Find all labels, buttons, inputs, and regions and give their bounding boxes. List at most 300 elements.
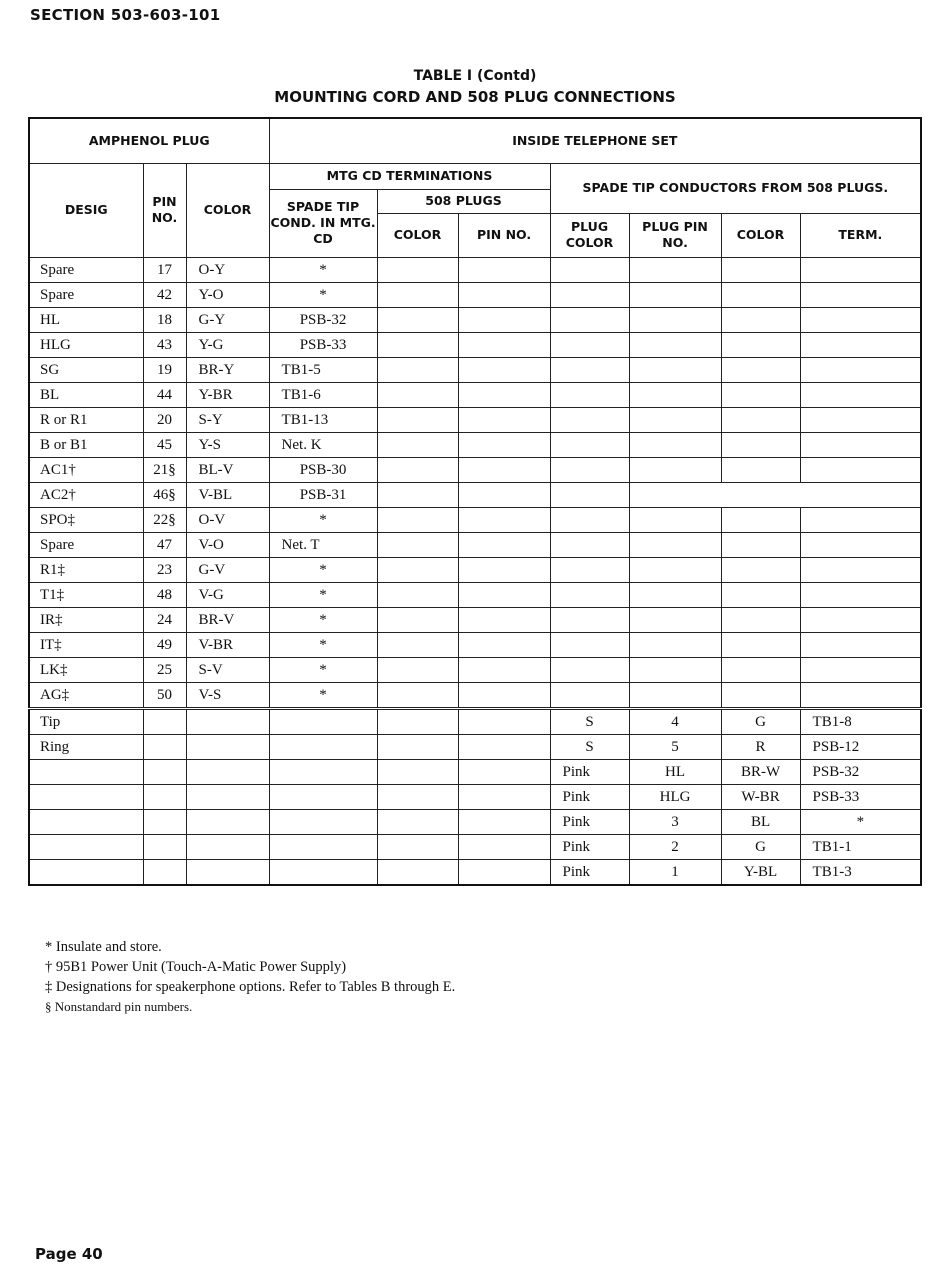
cell [800,482,921,507]
pin-cell: 23 [143,557,186,582]
cell [800,332,921,357]
cell [629,332,721,357]
color-cell: V-O [186,532,269,557]
cell [377,407,458,432]
desig-cell: IR‡ [29,607,143,632]
spade-cell: * [269,632,377,657]
plug-pin-cell: 3 [629,809,721,834]
cell [550,482,629,507]
pin-cell: 47 [143,532,186,557]
plug-pin-no-header: PLUG PIN NO. [629,213,721,257]
plug-color-cell: S [550,734,629,759]
cell [629,607,721,632]
table-row [29,708,921,734]
section-header: SECTION 503-603-101 [30,6,221,24]
color-cell: Y-BR [186,382,269,407]
cell [458,457,550,482]
cell [800,682,921,708]
table-row [29,809,921,834]
cell [458,734,550,759]
spade-color-header: COLOR [721,213,800,257]
table-row [29,382,921,407]
cell [143,809,186,834]
pin-no-header: PIN NO. [143,163,186,257]
cell [550,257,629,282]
cell [550,632,629,657]
cell [550,682,629,708]
cell [721,332,800,357]
color-cell: W-BR [721,784,800,809]
cell [721,607,800,632]
cell [629,632,721,657]
spade-cell: PSB-30 [269,457,377,482]
color-cell: Y-S [186,432,269,457]
cell [800,357,921,382]
term-header: TERM. [800,213,921,257]
color-cell: Y-O [186,282,269,307]
cell [550,307,629,332]
color-cell: R [721,734,800,759]
plug-pin-cell: 4 [629,708,721,734]
spade-cell: * [269,682,377,708]
spade-cell: PSB-32 [269,307,377,332]
cell [800,457,921,482]
cell [377,859,458,885]
cell [458,859,550,885]
cell [629,257,721,282]
cell [458,382,550,407]
cell [377,632,458,657]
term-cell: PSB-33 [800,784,921,809]
term-cell: TB1-8 [800,708,921,734]
footnote-insulate: * Insulate and store. [45,939,162,955]
plug-pin-cell: HL [629,759,721,784]
cell [629,432,721,457]
508-color-header: COLOR [377,213,458,257]
cell [458,357,550,382]
desig-cell: HLG [29,332,143,357]
table-row [29,859,921,885]
cell [721,532,800,557]
cell [458,307,550,332]
cell [458,332,550,357]
cell [721,557,800,582]
table-row [29,332,921,357]
cell [186,759,269,784]
table-row [29,657,921,682]
color-cell: S-Y [186,407,269,432]
plug-pin-cell: 2 [629,834,721,859]
cell [377,784,458,809]
cell [721,632,800,657]
pin-cell: 25 [143,657,186,682]
color-cell: G-Y [186,307,269,332]
cell [377,759,458,784]
cell [269,809,377,834]
table-row [29,407,921,432]
cell [186,784,269,809]
desig-cell: R or R1 [29,407,143,432]
table-row [29,432,921,457]
cell [629,532,721,557]
cell [143,834,186,859]
cell [550,407,629,432]
cell [629,307,721,332]
desig-cell: AG‡ [29,682,143,708]
pin-cell: 24 [143,607,186,632]
plug-color-cell: Pink [550,834,629,859]
cell [800,582,921,607]
spade-cell: TB1-5 [269,357,377,382]
table-row [29,834,921,859]
cell [377,582,458,607]
table-subtitle: MOUNTING CORD AND 508 PLUG CONNECTIONS [274,88,676,106]
table-row [29,532,921,557]
plug-color-cell: Pink [550,859,629,885]
desig-cell: Ring [29,734,143,759]
cell [458,432,550,457]
table-row [29,784,921,809]
cell [269,834,377,859]
spade-cell: Net. T [269,532,377,557]
cell [629,357,721,382]
cell [377,382,458,407]
spade-cell: * [269,282,377,307]
cell [269,784,377,809]
desig-cell: LK‡ [29,657,143,682]
plug-color-cell: S [550,708,629,734]
table-body [29,257,921,885]
508-plugs-header: 508 PLUGS [377,189,550,213]
cell [800,382,921,407]
spade-cell: * [269,257,377,282]
table-row [29,682,921,708]
color-cell: BR-V [186,607,269,632]
color-cell: G-V [186,557,269,582]
cell [458,809,550,834]
cell [377,357,458,382]
cell [800,507,921,532]
desig-cell [29,809,143,834]
desig-cell: IT‡ [29,632,143,657]
amphenol-plug-header: AMPHENOL PLUG [29,118,269,163]
spade-tip-conductors-header: SPADE TIP CONDUCTORS FROM 508 PLUGS. [550,163,921,213]
cell [458,632,550,657]
cell [458,657,550,682]
plug-pin-cell: 1 [629,859,721,885]
cell [186,859,269,885]
cell [550,382,629,407]
table-row [29,759,921,784]
cell [550,657,629,682]
cell [550,282,629,307]
cell [377,809,458,834]
cell [458,607,550,632]
desig-cell: SG [29,357,143,382]
cell [721,582,800,607]
table-row [29,282,921,307]
desig-cell: BL [29,382,143,407]
pin-cell: 21§ [143,457,186,482]
cell [629,582,721,607]
cell [269,708,377,734]
table-row [29,457,921,482]
spade-cell: PSB-31 [269,482,377,507]
cell [458,582,550,607]
cell [377,682,458,708]
cell [143,784,186,809]
pin-cell: 42 [143,282,186,307]
cell [800,407,921,432]
cell [800,432,921,457]
cell [377,708,458,734]
pin-cell: 45 [143,432,186,457]
cell [458,507,550,532]
pin-cell: 46§ [143,482,186,507]
cell [721,482,800,507]
desig-cell: SPO‡ [29,507,143,532]
cell [143,859,186,885]
cell [458,708,550,734]
mtg-cd-terminations-header: MTG CD TERMINATIONS [269,163,550,189]
cell [629,382,721,407]
cell [629,657,721,682]
pin-cell: 18 [143,307,186,332]
desig-cell: Spare [29,257,143,282]
pin-cell: 43 [143,332,186,357]
cell [186,809,269,834]
color-cell: BL [721,809,800,834]
term-cell: TB1-1 [800,834,921,859]
cell [377,482,458,507]
table-row [29,307,921,332]
desig-header: DESIG [29,163,143,257]
footnote-nonstandard: § Nonstandard pin numbers. [45,999,193,1014]
cell [800,632,921,657]
color-cell: V-S [186,682,269,708]
table-row [29,482,921,507]
spade-cell: * [269,582,377,607]
color-header: COLOR [186,163,269,257]
cell [458,257,550,282]
desig-cell: R1‡ [29,557,143,582]
table-row [29,582,921,607]
cell [800,282,921,307]
spade-tip-cond-header: SPADE TIP COND. IN MTG. CD [269,189,377,257]
spade-cell: * [269,657,377,682]
desig-cell [29,834,143,859]
pin-cell: 19 [143,357,186,382]
cell [143,734,186,759]
cell [186,708,269,734]
cell [550,332,629,357]
cell [143,759,186,784]
cell [629,407,721,432]
spade-cell: * [269,507,377,532]
footnote-speakerphone: ‡ Designations for speakerphone options. Refer to Tables B through E. [45,979,456,995]
cell [721,282,800,307]
footnote-power-unit: † 95B1 Power Unit (Touch-A-Matic Power Supply) [45,959,347,975]
cell [721,257,800,282]
color-cell: G [721,708,800,734]
table-row [29,607,921,632]
spade-cell: TB1-6 [269,382,377,407]
cell [721,682,800,708]
table-row [29,734,921,759]
spade-cell: Net. K [269,432,377,457]
color-cell: O-Y [186,257,269,282]
cell [377,282,458,307]
cell [629,557,721,582]
color-cell: BR-Y [186,357,269,382]
cell [377,607,458,632]
desig-cell: T1‡ [29,582,143,607]
cell [550,432,629,457]
page-number: Page 40 [35,1245,103,1263]
inside-telephone-set-header: INSIDE TELEPHONE SET [269,118,921,163]
cell [550,507,629,532]
plug-color-cell: Pink [550,759,629,784]
plug-color-header: PLUG COLOR [550,213,629,257]
cell [800,532,921,557]
cell [800,307,921,332]
cell [458,682,550,708]
table-row [29,357,921,382]
cell [458,532,550,557]
plug-pin-cell: HLG [629,784,721,809]
cell [458,759,550,784]
cell [550,607,629,632]
cell [721,507,800,532]
footnotes [45,937,455,1017]
pin-cell: 44 [143,382,186,407]
desig-cell [29,759,143,784]
spade-cell: TB1-13 [269,407,377,432]
cell [458,834,550,859]
cell [550,457,629,482]
table-row [29,507,921,532]
cell [721,432,800,457]
cell [550,557,629,582]
color-cell: G [721,834,800,859]
cell [377,834,458,859]
cell [269,859,377,885]
term-cell: * [800,809,921,834]
pin-cell: 20 [143,407,186,432]
cell [269,759,377,784]
cell [800,607,921,632]
color-cell: BR-W [721,759,800,784]
table-row [29,257,921,282]
cell [721,457,800,482]
cell [721,382,800,407]
desig-cell: B or B1 [29,432,143,457]
cell [629,682,721,708]
cell [377,507,458,532]
cell [550,582,629,607]
cell [458,482,550,507]
cell [377,657,458,682]
color-cell: V-BL [186,482,269,507]
term-cell: PSB-12 [800,734,921,759]
cell [377,557,458,582]
cell [721,657,800,682]
cell [377,432,458,457]
cell [458,557,550,582]
pin-cell: 49 [143,632,186,657]
plug-pin-cell: 5 [629,734,721,759]
cell [186,834,269,859]
cell [377,457,458,482]
pin-cell: 48 [143,582,186,607]
color-cell: V-BR [186,632,269,657]
cell [800,257,921,282]
table-title: TABLE I (Contd) [413,68,537,84]
cell [629,282,721,307]
term-cell: TB1-3 [800,859,921,885]
cell [377,734,458,759]
desig-cell: HL [29,307,143,332]
cell [629,507,721,532]
desig-cell: AC1† [29,457,143,482]
table-row [29,557,921,582]
cell [377,332,458,357]
cell [629,482,721,507]
cell [377,532,458,557]
table-row [29,632,921,657]
cell [800,557,921,582]
cell [629,457,721,482]
color-cell: BL-V [186,457,269,482]
desig-cell [29,784,143,809]
connections-table [28,117,922,886]
desig-cell: Spare [29,532,143,557]
desig-cell [29,859,143,885]
spade-cell: PSB-33 [269,332,377,357]
cell [550,532,629,557]
pin-cell: 50 [143,682,186,708]
cell [721,307,800,332]
plug-color-cell: Pink [550,809,629,834]
pin-cell: 22§ [143,507,186,532]
spade-cell: * [269,607,377,632]
cell [186,734,269,759]
color-cell: S-V [186,657,269,682]
cell [377,307,458,332]
cell [377,257,458,282]
cell [800,657,921,682]
cell [458,282,550,307]
table-header [29,118,921,257]
plug-color-cell: Pink [550,784,629,809]
color-cell: O-V [186,507,269,532]
desig-cell: Spare [29,282,143,307]
pin-cell: 17 [143,257,186,282]
desig-cell: AC2† [29,482,143,507]
color-cell: Y-BL [721,859,800,885]
cell [458,784,550,809]
cell [550,357,629,382]
cell [721,407,800,432]
cell [721,357,800,382]
spade-cell: * [269,557,377,582]
cell [269,734,377,759]
cell [143,708,186,734]
cell [458,407,550,432]
color-cell: V-G [186,582,269,607]
desig-cell: Tip [29,708,143,734]
508-pin-no-header: PIN NO. [458,213,550,257]
